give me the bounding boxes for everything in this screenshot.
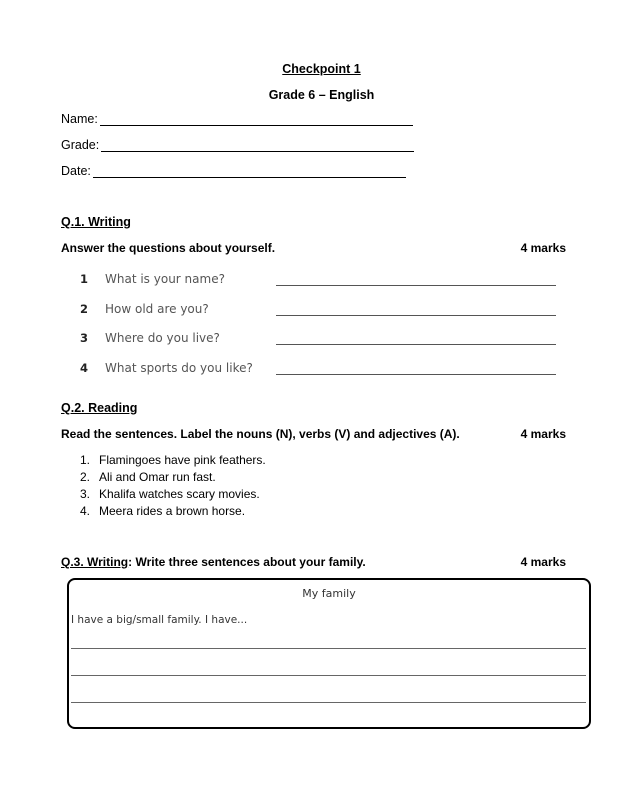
q1-marks: 4 marks [520,241,566,255]
sentence-text: Meera rides a brown horse. [99,504,246,518]
grade-label: Grade: [61,138,100,152]
q3-instruction: : Write three sentences about your family. [128,555,366,569]
q1-instruction: Answer the questions about yourself. [61,241,276,255]
q2-instruction-row [61,427,566,441]
q1-heading: Q.1. Writing [61,215,131,229]
q1-question [80,331,220,345]
sentence-number: 3. [80,487,91,501]
page-title: Checkpoint 1 [282,62,361,76]
list-item [80,469,266,486]
name-line[interactable] [100,113,413,126]
q1-question-text: What sports do you like? [105,361,253,375]
grade-line[interactable] [101,139,414,152]
family-writing-box[interactable] [67,578,591,729]
q1-answer-line[interactable] [276,315,556,316]
page-subtitle: Grade 6 – English [268,88,375,102]
name-field[interactable] [61,112,413,126]
sentence-number: 1. [80,453,91,467]
writing-line[interactable] [71,675,586,676]
sentence-number: 4. [80,504,91,518]
list-item [80,503,266,520]
family-box-title: My family [302,587,356,600]
list-item [80,486,266,503]
q2-heading: Q.2. Reading [61,401,138,415]
q2-marks: 4 marks [520,427,566,441]
sentence-number: 2. [80,470,91,484]
list-item [80,452,266,469]
date-line[interactable] [93,165,406,178]
q2-sentence-list [80,452,266,520]
q1-answer-line[interactable] [276,374,556,375]
q1-answer-line[interactable] [276,344,556,345]
family-box-prompt: I have a big/small family. I have... [71,614,248,626]
q3-heading-group [61,555,366,569]
q1-question-text: Where do you live? [105,331,220,345]
q1-question-text: How old are you? [105,302,209,316]
q1-instruction-row [61,241,566,255]
q1-answer-line[interactable] [276,285,556,286]
q1-question-text: What is your name? [105,272,225,286]
q3-marks: 4 marks [520,555,566,569]
q3-heading: Q.3. Writing [61,555,129,569]
sentence-text: Ali and Omar run fast. [99,470,216,484]
q1-question-number: 4 [80,361,89,375]
q2-instruction: Read the sentences. Label the nouns (N), verbs (V) and adjectives (A). [61,427,460,441]
q1-question-number: 1 [80,272,89,286]
writing-line[interactable] [71,648,586,649]
q3-instruction-row [61,555,566,569]
q1-question-number: 2 [80,302,89,316]
writing-line[interactable] [71,702,586,703]
q1-question [80,272,225,286]
date-label: Date: [61,164,91,178]
date-field[interactable] [61,164,406,178]
q1-question [80,361,253,375]
q1-question [80,302,209,316]
grade-field[interactable] [61,138,414,152]
sentence-text: Khalifa watches scary movies. [99,487,260,501]
name-label: Name: [61,112,98,126]
sentence-text: Flamingoes have pink feathers. [99,453,266,467]
q1-question-number: 3 [80,331,89,345]
